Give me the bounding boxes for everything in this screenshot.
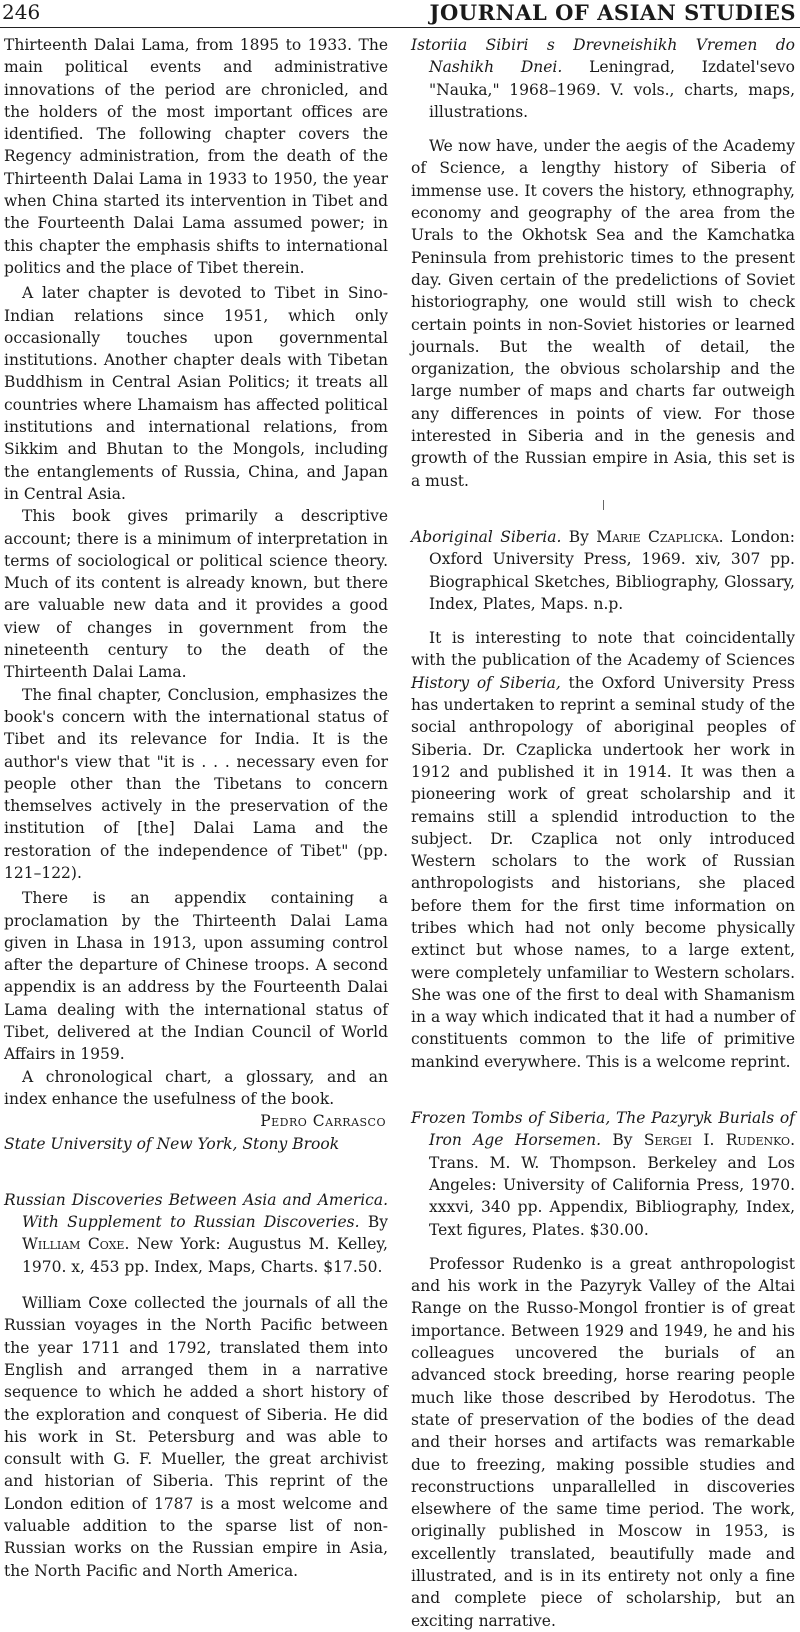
review-body: William Coxe collected the journals of all the Russian voyages in the North Pacific between the year 1711 and 1792, translated them into English and arranged them in a narrative sequence to which he added a short history of the exploration and conquest of Siberia. He did his work in St. Petersburg and was able to consult with G. F. Mueller, the great archivist and historian of Siberia. This reprint of the London edition of 1787 is a most welcome and valuable addition to the sparse list of non-Russian works on the Russian empire in Asia, the North Pacific and North America. [4,1294,388,1580]
reviewer-affiliation: State University of New York, Stony Brook [4,1134,340,1153]
body-paragraph: There is an appendix containing a proclamation by the Thirteenth Dalai Lama given in Lhasa in 1913, upon assuming control after the departure of Chinese troops. A second appendix is an address by the Fourteenth Dalai Lama dealing with the international status of Tibet, delivered at the Indian Council of World Affairs in 1959. [4,889,388,1064]
review-citation [411,526,795,615]
book-author: William Coxe. [22,1235,130,1254]
section-spacer [411,1241,795,1253]
publication-info: New York: Augustus M. Kelley, 1970. x, 453 pp. Index, Maps, Charts. $17.50. [22,1235,388,1276]
publication-info: Leningrad, Izdatel'sevo "Nauka," 1968–1969. V. vols., charts, maps, illustrations. [429,58,795,121]
reviewer-signature: Pedro Carrasco [260,1112,386,1131]
by-label: By [367,1213,388,1232]
review-body: Professor Rudenko is a great anthropologist and his work in the Pazyryk Valley of the Altai Range on the Russo-Mongol frontier is of great importance. Between 1929 and 1949, he and his colleagues uncovered the burials of an advanced stock breeding, horse rearing people much like those described by Herodotus. The state of preservation of the bodies of the dead and their horses and artifacts was remarkable due to freezing, making possible studies and reconstructions unparallelled in discoveries elsewhere of the same time period. The work, originally published in Moscow in 1953, is excellently translated, beautifully made and illustrated, and is in its entirety not only a fine and complete piece of scholarship, but an exciting narrative. [411,1254,795,1630]
book-author: Sergei I. Rudenko. [643,1131,795,1150]
section-spacer [411,1073,795,1107]
by-label: By [612,1131,633,1150]
by-label: By [568,527,589,546]
journal-title: JOURNAL OF ASIAN STUDIES [429,0,796,25]
review-text: the Oxford University Press has undertaken to reprint a seminal study of the social anthropology of aboriginal peoples of Siberia. Dr. Czaplicka undertook her work in 1912 and published it in 1914. It was then a pioneering work of great scholarship and it remains still a splendid introduction to the subject. Dr. Czaplica not only introduced Western scholars to the work of Russian anthropologists and historians, she placed before them for the first time information on tribes which had not only become physically extinct but whose names, to a large extent, were completely unfamiliar to Western scholars. She was one of the first to deal with Shamanism in a way which indicated that it had a number of constituents common to the life of primitive mankind everywhere. This is a welcome reprint. [411,673,795,1071]
page-number: 246 [2,0,41,24]
body-paragraph: This book gives primarily a descriptive account; there is a minimum of interpretation in terms of sociological or political science theory. Much of its content is already known, but there are valuable new data and it provides a good view of changes in government from the nineteenth century to the death of the Thirteenth Dalai Lama. [4,507,388,682]
separator-mark [603,500,604,510]
review-citation [411,1107,795,1241]
section-separator [411,492,795,518]
section-spacer [411,615,795,627]
publication-info: London: Oxford University Press, 1969. xiv, 307 pp. Biographical Sketches, Bibliography, Glossary, Index, Plates, Maps. n.p. [429,527,795,613]
review-citation [411,34,795,123]
running-header [0,0,800,28]
book-author: Marie Czaplicka. [596,527,724,546]
body-paragraph: A later chapter is devoted to Tibet in Sino-Indian relations since 1951, which only occasionally touches upon governmental institutions. Another chapter deals with Tibetan Buddhism in Central Asian Politics; it treats all countries where Lhamaism has affected political institutions and international relations, from Sikkim and Bhutan to the Mongols, including the entanglements of Russia, China, and Japan in Central Asia. [4,284,388,503]
review-text: It is interesting to note that coincidentally with the publication of the Academy of Sciences [411,629,795,670]
review-body [411,627,795,1073]
review-citation [4,1189,388,1278]
cited-title: History of Siberia, [411,673,561,692]
book-title: Aboriginal Siberia. [411,527,562,546]
right-column [411,34,795,1632]
section-spacer [4,1155,388,1189]
book-title: Frozen Tombs of Siberia, The Pazyryk Burials of Iron Age Horsemen. [411,1109,795,1150]
book-title: Russian Discoveries Between Asia and America. With Supplement to Russian Discoveries. [4,1190,388,1232]
book-title: Istoriia Sibiri s Drevneishikh Vremen do Nashikh Dnei. [411,36,795,77]
section-spacer [411,518,795,526]
body-paragraph: Thirteenth Dalai Lama, from 1895 to 1933. The main political events and administrative innovations of the period are chronicled, and the holders of the most important offices are identified. The following chapter covers the Regency administration, from the death of the Thirteenth Dalai Lama in 1933 to 1950, the year when China started its intervention in Tibet and the Fourteenth Dalai Lama assumed power; in this chapter the emphasis shifts to international politics and the place of Tibet therein. [4,36,388,277]
header-rule [0,27,800,28]
section-spacer [411,123,795,135]
body-paragraph: A chronological chart, a glossary, and an index enhance the usefulness of the book. [4,1067,388,1108]
left-column [4,34,388,1582]
section-spacer [4,1278,388,1292]
body-paragraph: The final chapter, Conclusion, emphasizes the book's concern with the international status of Tibet and its relevance for India. It is the author's view that "it is . . . necessary even for people other than the Tibetans to concern themselves actively in the preservation of the institution of [the] Dalai Lama and the restoration of the independence of Tibet" (pp. 121–122). [4,685,388,882]
publication-info: Trans. M. W. Thompson. Berkeley and Los Angeles: University of California Press, 1970. xxxvi, 340 pp. Appendix, Bibliography, Index, Text figures, Plates. $30.00. [429,1153,795,1239]
review-body: We now have, under the aegis of the Academy of Science, a lengthy history of Siberia of immense use. It covers the history, ethnography, economy and geography of the area from the Urals to the Okhotsk Sea and the Kamchatka Peninsula from prehistoric times to the present day. Given certain of the predelictions of Soviet historiography, one would still wish to check certain points in non-Soviet histories or learned journals. But the wealth of detail, the organization, the obvious scholarship and the large number of maps and charts far outweigh any differences in points of view. For those interested in Siberia and in the genesis and growth of the Russian empire in Asia, this set is a must. [411,137,795,490]
